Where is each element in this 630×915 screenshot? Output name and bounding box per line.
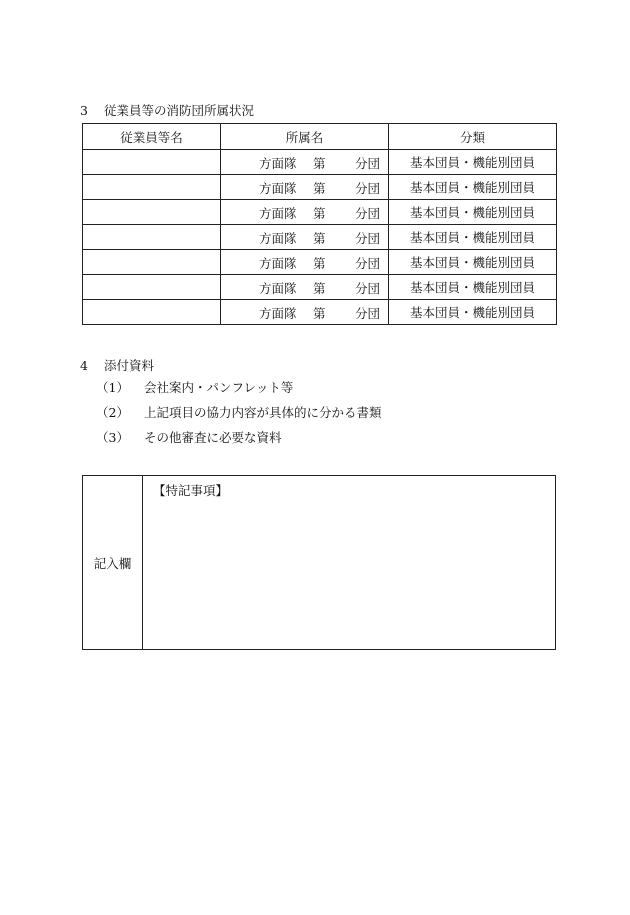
header-employee-name: 従業員等名 [83,124,221,150]
number-prefix-label: 第 [313,156,326,171]
number-prefix-label: 第 [313,181,326,196]
table-row [83,175,557,200]
affiliation-cell[interactable] [221,200,389,225]
table-header-row [83,124,557,150]
section-3-title: 従業員等の消防団所属状況 [104,103,255,118]
header-affiliation: 所属名 [221,124,389,150]
corps-label: 方面隊 [259,306,297,321]
section-4-title: 添付資料 [104,358,155,373]
list-item-index: （1） [96,380,129,395]
division-label: 分団 [355,181,381,196]
employee-name-cell[interactable] [83,275,221,300]
corps-label: 方面隊 [259,181,297,196]
list-item-text: その他審査に必要な資料 [144,430,282,445]
employee-name-cell[interactable] [83,200,221,225]
affiliation-cell[interactable] [221,225,389,250]
affiliation-cell[interactable] [221,175,389,200]
category-cell[interactable]: 基本団員・機能別団員 [389,300,557,325]
number-prefix-label: 第 [313,206,326,221]
affiliation-cell[interactable] [221,150,389,175]
table-row [83,150,557,175]
fire-brigade-affiliation-table [82,123,557,325]
employee-name-cell[interactable] [83,225,221,250]
division-label: 分団 [355,206,381,221]
table-row [83,200,557,225]
corps-label: 方面隊 [259,281,297,296]
list-item-text: 上記項目の協力内容が具体的に分かる書類 [144,405,382,420]
division-label: 分団 [355,156,381,171]
list-item [96,431,382,456]
table-row [83,250,557,275]
category-cell[interactable]: 基本団員・機能別団員 [389,175,557,200]
section-4-number: 4 [80,358,88,373]
affiliation-cell[interactable] [221,275,389,300]
list-item-index: （2） [96,405,129,420]
division-label: 分団 [355,231,381,246]
employee-name-cell[interactable] [83,175,221,200]
section-3-number: 3 [80,103,88,118]
division-label: 分団 [355,306,381,321]
list-item [96,406,382,431]
category-cell[interactable]: 基本団員・機能別団員 [389,150,557,175]
number-prefix-label: 第 [313,281,326,296]
header-category: 分類 [389,124,557,150]
notes-entry-area[interactable] [143,476,555,649]
corps-label: 方面隊 [259,156,297,171]
division-label: 分団 [355,281,381,296]
category-cell[interactable]: 基本団員・機能別団員 [389,275,557,300]
category-cell[interactable]: 基本団員・機能別団員 [389,225,557,250]
employee-name-cell[interactable] [83,250,221,275]
table-body [83,150,557,325]
list-item-index: （3） [96,430,129,445]
table-row [83,275,557,300]
corps-label: 方面隊 [259,256,297,271]
division-label: 分団 [355,256,381,271]
list-item-text: 会社案内・パンフレット等 [144,380,294,395]
section-3-heading [80,101,254,119]
list-item [96,381,382,406]
table-row [83,300,557,325]
number-prefix-label: 第 [313,231,326,246]
employee-name-cell[interactable] [83,300,221,325]
corps-label: 方面隊 [259,206,297,221]
affiliation-cell[interactable] [221,250,389,275]
number-prefix-label: 第 [313,256,326,271]
category-cell[interactable]: 基本団員・機能別団員 [389,200,557,225]
table-row [83,225,557,250]
category-cell[interactable]: 基本団員・機能別団員 [389,250,557,275]
number-prefix-label: 第 [313,306,326,321]
employee-name-cell[interactable] [83,150,221,175]
corps-label: 方面隊 [259,231,297,246]
affiliation-cell[interactable] [221,300,389,325]
section-4-heading [80,356,154,374]
notes-box [82,475,556,650]
notes-heading: 【特記事項】 [153,483,229,498]
attachment-list [96,381,382,456]
notes-label: 記入欄 [83,476,143,649]
